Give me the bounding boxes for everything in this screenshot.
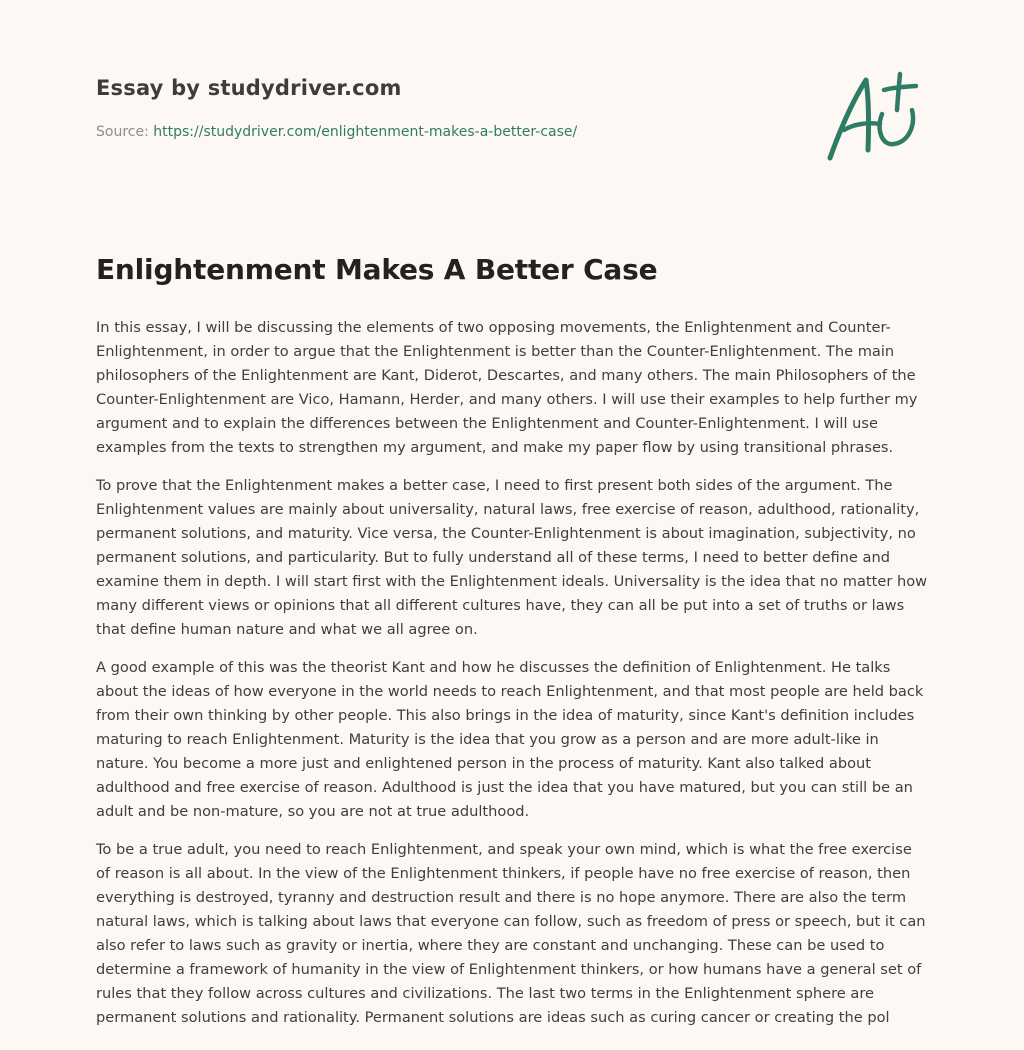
source-link[interactable]: https://studydriver.com/enlightenment-makes-a-better-case/ xyxy=(153,124,578,140)
a-plus-logo-graphic xyxy=(818,66,928,166)
essay-paragraph: In this essay, I will be discussing the elements of two opposing movements, the Enlightenment and Counter-Enlightenment, in order to argue that the Enlightenment is better than the Counter-Enlightenment. The main philosophers of the Enlightenment are Kant, Diderot, Descartes, and many others. The main Philosophers of the Counter-Enlightenment are Vico, Hamann, Herder, and many others. I will use their examples to help further my argument and to explain the differences between the Enlightenment and Counter-Enlightenment. I will use examples from the texts to strengthen my argument, and make my paper flow by using transitional phrases. xyxy=(96,319,918,456)
a-plus-logo-icon xyxy=(818,66,928,166)
essay-paragraph: A good example of this was the theorist Kant and how he discusses the definition of Enlightenment. He talks about the ideas of how everyone in the world needs to reach Enlightenment, and that most people are held back from their own thinking by other people. This also brings in the idea of maturity, since Kant's definition includes maturing to reach Enlightenment. Maturity is the idea that you grow as a person and are more adult-like in nature. You become a more just and enlightened person in the process of maturity. Kant also talked about adulthood and free exercise of reason. Adulthood is just the idea that you have matured, but you can still be an adult and be non-mature, so you are not at true adulthood. xyxy=(96,659,924,820)
site-title: Essay by studydriver.com xyxy=(96,76,402,100)
essay-paragraph: To prove that the Enlightenment makes a better case, I need to first present both sides of the argument. The Enlightenment values are mainly about universality, natural laws, free exercise of reason, adulthood, rationality, permanent solutions, and maturity. Vice versa, the Counter-Enlightenment is about imagination, subjectivity, no permanent solutions, and particularity. But to fully understand all of these terms, I need to better define and examine them in depth. I will start first with the Enlightenment ideals. Universality is the idea that no matter how many different views or opinions that all different cultures have, they can all be put into a set of truths or laws that define human nature and what we all agree on. xyxy=(96,477,928,638)
essay-title: Enlightenment Makes A Better Case xyxy=(96,253,658,286)
essay-body xyxy=(96,316,928,1044)
source-label: Source: xyxy=(96,124,149,140)
source-line xyxy=(96,124,577,140)
essay-paragraph: To be a true adult, you need to reach Enlightenment, and speak your own mind, which is what the free exercise of reason is all about. In the view of the Enlightenment thinkers, if people have no free exercise of reason, then everything is destroyed, tyranny and destruction result and there is no hope anymore. There are also the term natural laws, which is talking about laws that everyone can follow, such as freedom of press or speech, but it can also refer to laws such as gravity or inertia, where they are constant and unchanging. These can be used to determine a framework of humanity in the view of Enlightenment thinkers, or how humans have a general set of rules that they follow across cultures and civilizations. The last two terms in the Enlightenment sphere are permanent solutions and rationality. Permanent solutions are ideas such as curing cancer or creating the pol xyxy=(96,841,926,1026)
